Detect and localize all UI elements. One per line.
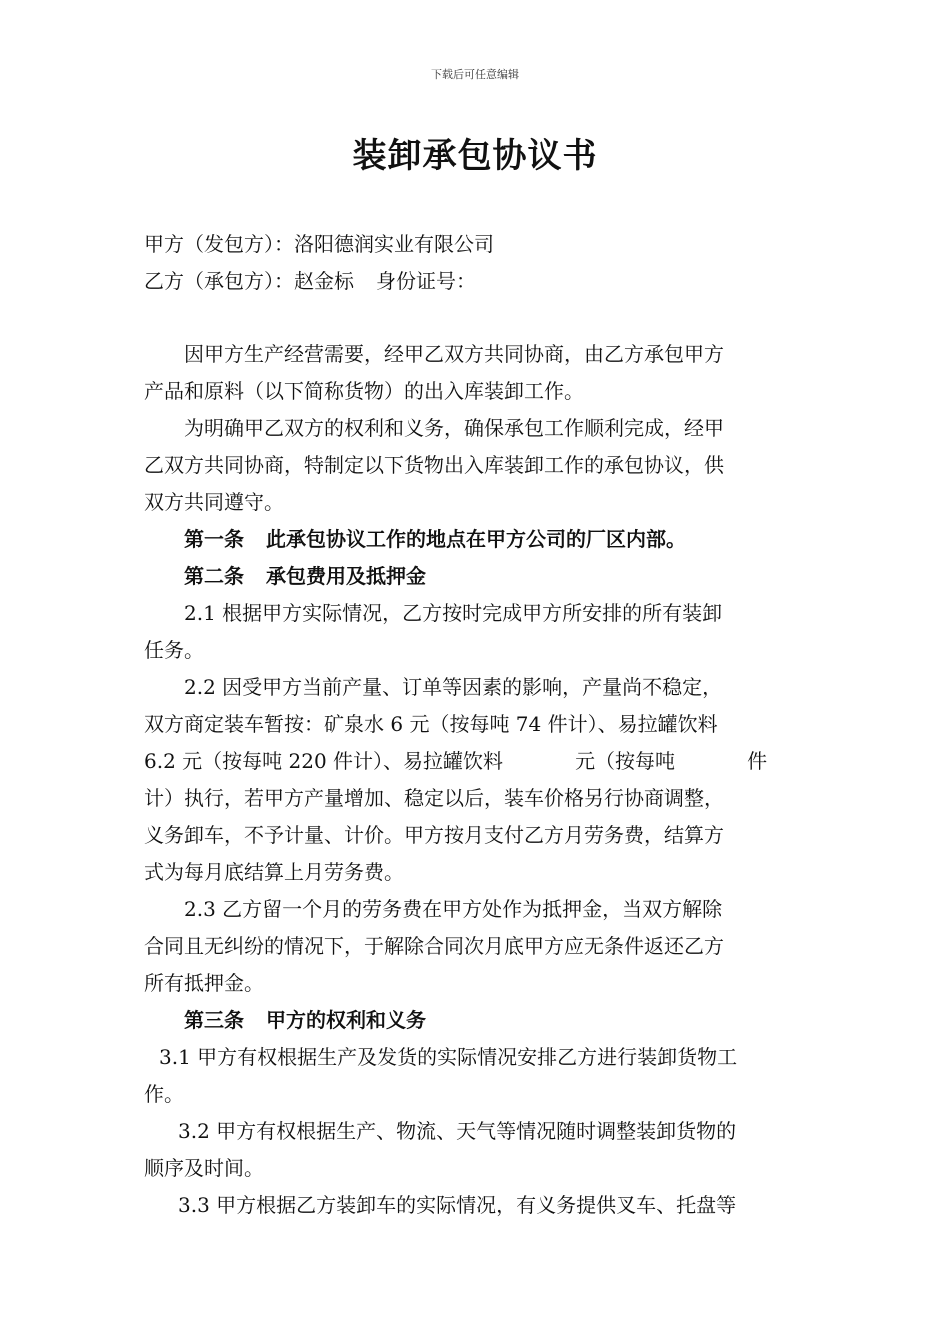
clause-3-2-line-2: 顺序及时间。 <box>144 1156 264 1180</box>
party-a-name: 洛阳德润实业有限公司 <box>294 232 494 256</box>
article-3-heading <box>144 1002 809 1039</box>
clause-2-3-line-3: 所有抵押金。 <box>144 971 264 995</box>
document-body <box>144 226 809 1224</box>
clause-2-2-line-6: 式为每月底结算上月劳务费。 <box>144 860 404 884</box>
clause-2-1-line-1: 2.1 根据甲方实际情况，乙方按时完成甲方所安排的所有装卸 <box>184 601 723 625</box>
clause-3-3-line-1: 3.3 甲方根据乙方装卸车的实际情况，有义务提供叉车、托盘等 <box>178 1193 737 1217</box>
article-2-heading <box>144 558 809 595</box>
intro-paragraph-2-line-3: 双方共同遵守。 <box>144 490 284 514</box>
article-1-heading <box>144 521 809 558</box>
clause-3-1-line-1: 3.1 甲方有权根据生产及发货的实际情况安排乙方进行装卸货物工 <box>159 1045 738 1069</box>
clause-2-2-line-1: 2.2 因受甲方当前产量、订单等因素的影响，产量尚不稳定， <box>184 675 723 699</box>
party-a-label: 甲方（发包方）： <box>144 232 294 256</box>
clause-2-2-line-3-part-a: 6.2 元（按每吨 220 件计）、易拉罐饮料 <box>144 749 504 773</box>
intro-paragraph-1-line-2: 产品和原料（以下简称货物）的出入库装卸工作。 <box>144 379 584 403</box>
clause-2-2-line-4: 计）执行，若甲方产量增加、稳定以后，装车价格另行协商调整， <box>144 786 724 810</box>
id-number-label: 身份证号： <box>376 269 476 293</box>
document-title: 装卸承包协议书 <box>352 136 598 176</box>
article-3-text: 甲方的权利和义务 <box>266 1008 426 1032</box>
article-2-number: 第二条 <box>184 564 244 588</box>
clause-2-2-line-2: 双方商定装车暂按：矿泉水 6 元（按每吨 74 件计）、易拉罐饮料 <box>144 712 718 736</box>
article-2-text: 承包费用及抵押金 <box>266 564 426 588</box>
intro-paragraph-2-line-1: 为明确甲乙双方的权利和义务，确保承包工作顺利完成，经甲 <box>184 416 724 440</box>
header-note: 下载后可任意编辑 <box>431 68 519 81</box>
clause-2-3-line-2: 合同且无纠纷的情况下，于解除合同次月底甲方应无条件返还乙方 <box>144 934 724 958</box>
clause-3-1-line-2: 作。 <box>144 1082 184 1106</box>
clause-2-3-line-1: 2.3 乙方留一个月的劳务费在甲方处作为抵押金，当双方解除 <box>184 897 723 921</box>
clause-2-2-line-5: 义务卸车，不予计量、计价。甲方按月支付乙方月劳务费，结算方 <box>144 823 724 847</box>
clause-2-1-line-2: 任务。 <box>144 638 204 662</box>
clause-2-2-line-3 <box>144 743 809 780</box>
intro-paragraph-2-line-2: 乙双方共同协商，特制定以下货物出入库装卸工作的承包协议，供 <box>144 453 724 477</box>
article-1-number: 第一条 <box>184 527 244 551</box>
party-b-name: 赵金标 <box>294 269 354 293</box>
intro-paragraph-1-line-1: 因甲方生产经营需要，经甲乙双方共同协商，由乙方承包甲方 <box>184 342 724 366</box>
party-b-label: 乙方（承包方）： <box>144 269 294 293</box>
party-a-line <box>144 226 809 263</box>
clause-2-2-line-3-part-c: 件 <box>747 749 768 773</box>
clause-2-2-line-3-part-b: 元（按每吨 <box>575 749 676 773</box>
article-3-number: 第三条 <box>184 1008 244 1032</box>
party-b-line <box>144 263 809 300</box>
article-1-text: 此承包协议工作的地点在甲方公司的厂区内部。 <box>266 527 686 551</box>
clause-3-2-line-1: 3.2 甲方有权根据生产、物流、天气等情况随时调整装卸货物的 <box>178 1119 737 1143</box>
